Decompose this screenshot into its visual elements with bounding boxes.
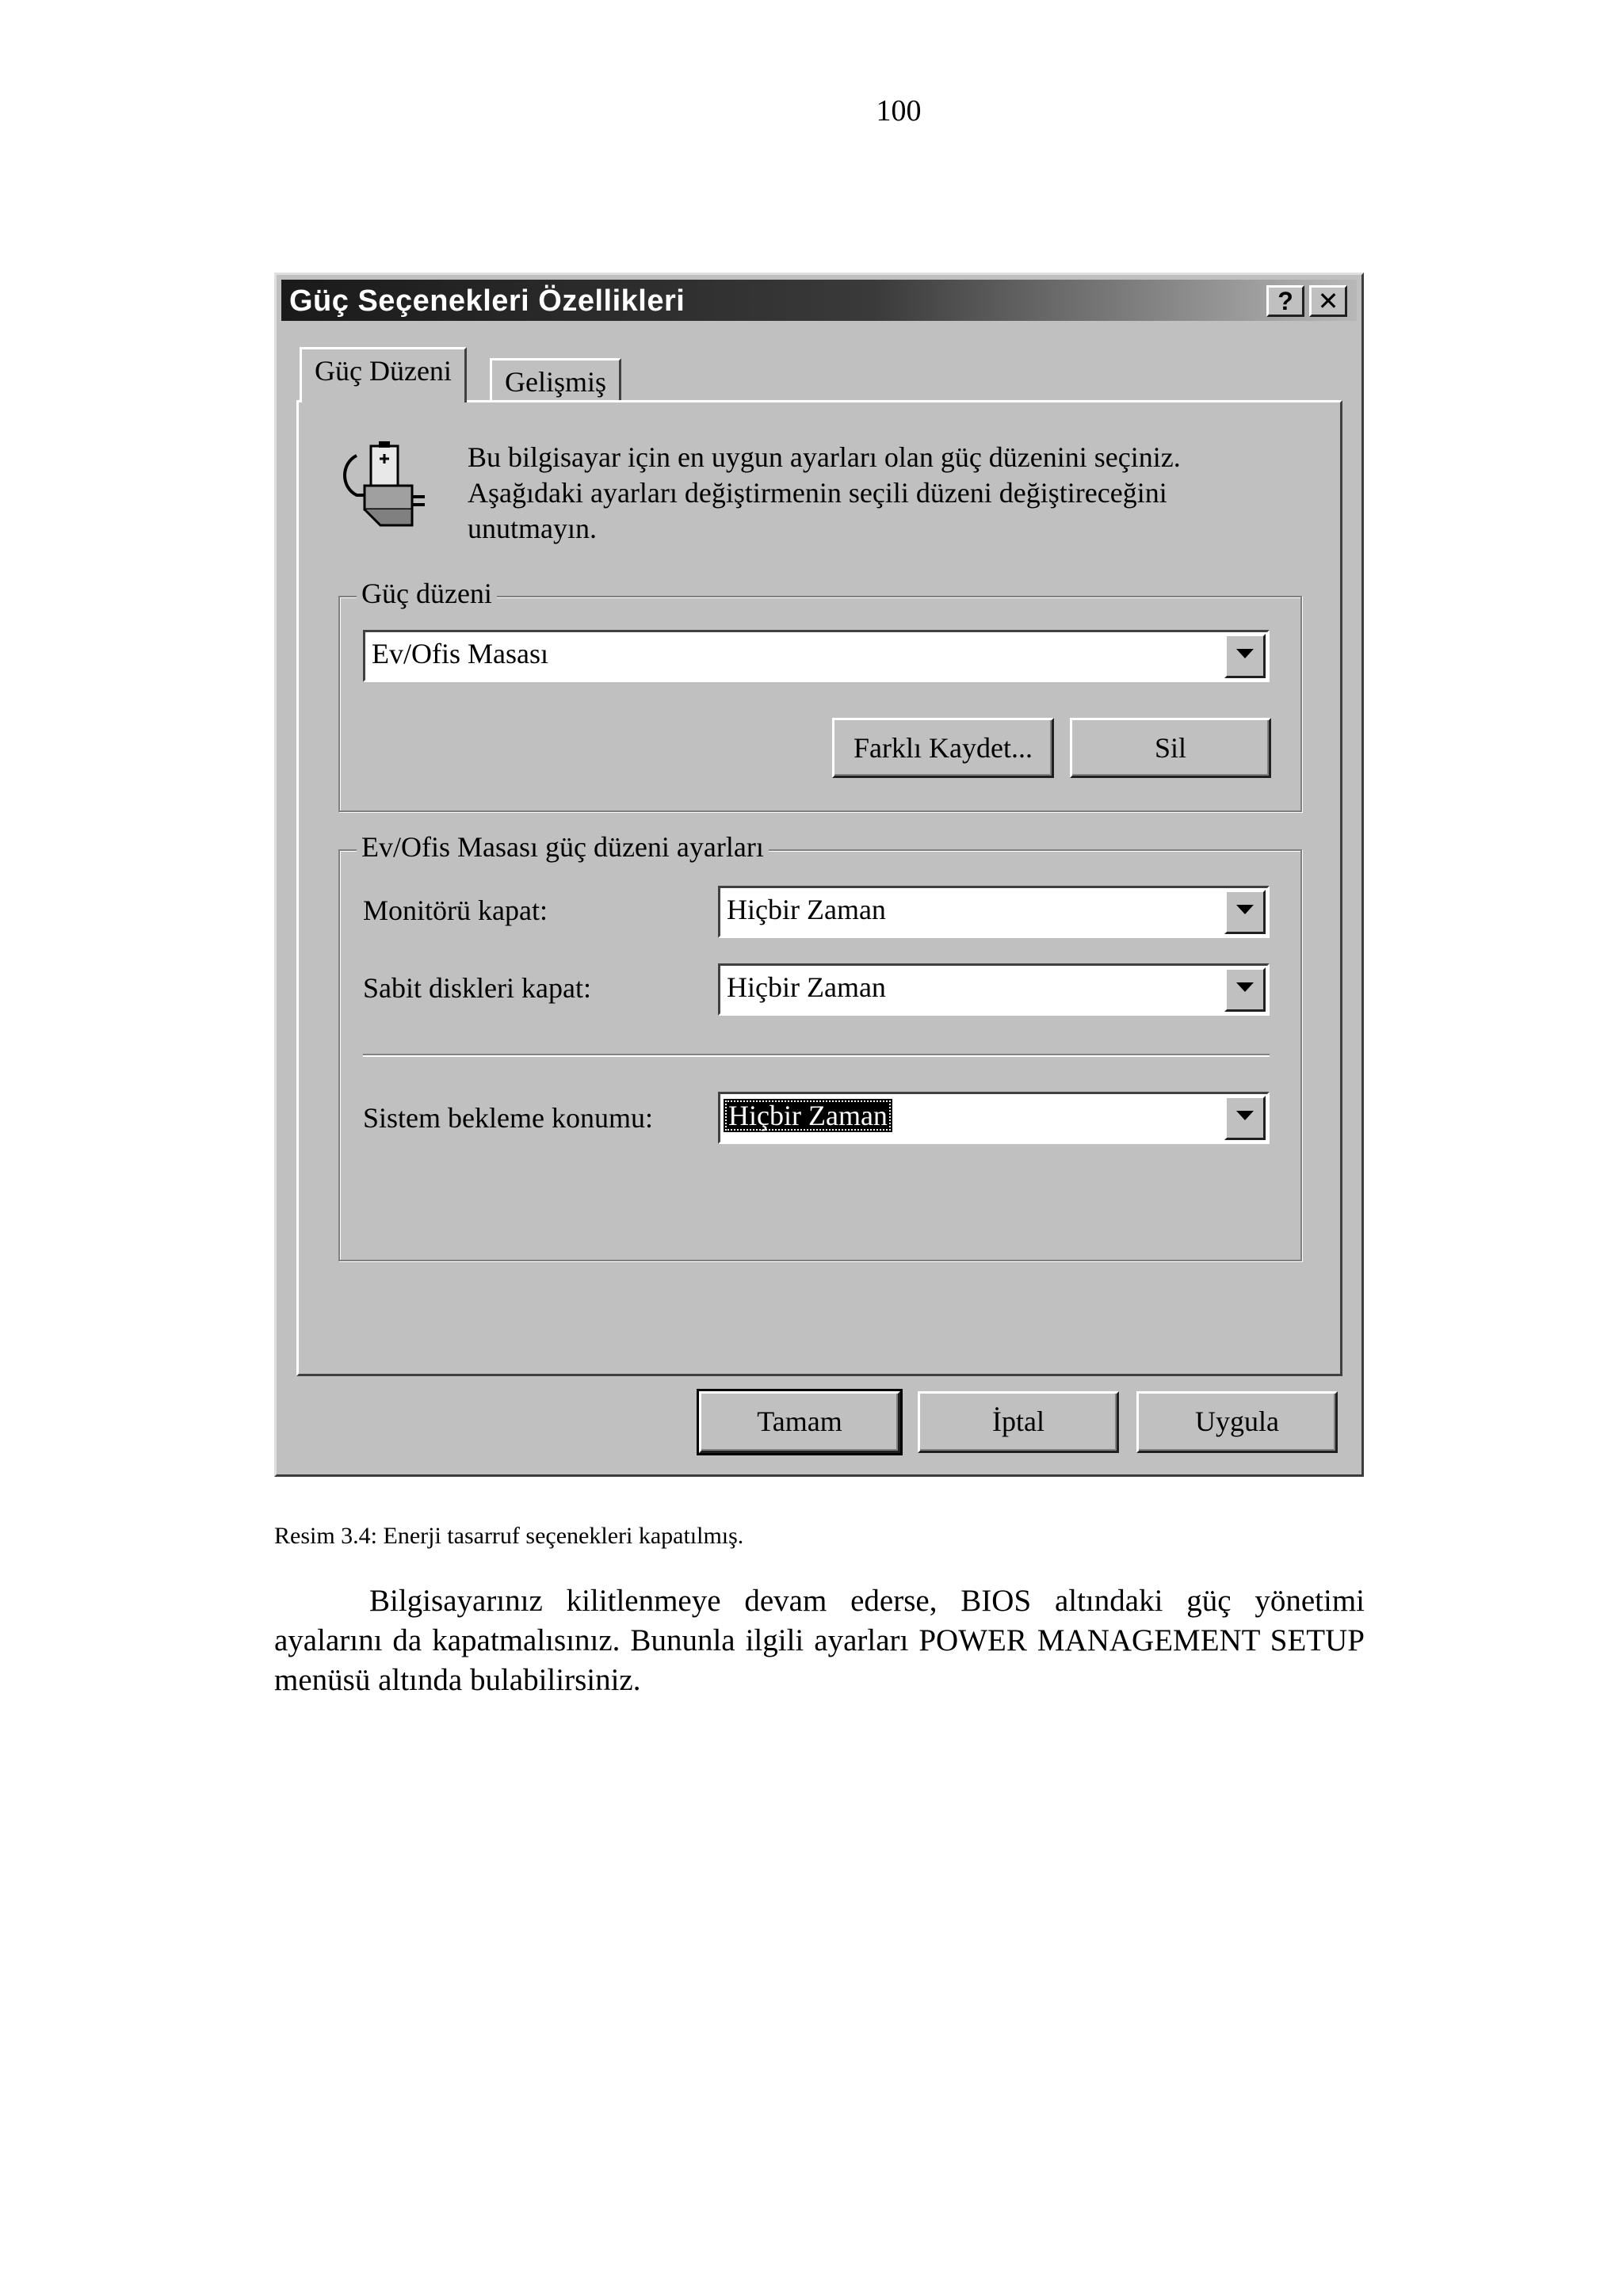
cancel-button[interactable]: İptal [918, 1391, 1119, 1453]
body-paragraph [274, 1581, 1365, 1700]
info-text [468, 440, 1260, 547]
body-paragraph-text: Bilgisayarınız kilitlenmeye devam ederse, BIOS altındaki güç yönetimi ayalarını da kapatmalısınız. Bununla ilgili ayarları POWER MANAGEMENT SETUP menüsü altında bulabilirsiniz. [274, 1584, 1365, 1697]
dropdown-arrow-icon[interactable] [1224, 634, 1266, 678]
page-number: 100 [876, 94, 922, 128]
disk-off-select[interactable] [718, 963, 1270, 1016]
close-button[interactable]: ✕ [1309, 285, 1347, 317]
battery-plug-icon [333, 440, 428, 535]
power-scheme-select[interactable] [363, 630, 1270, 682]
apply-button[interactable]: Uygula [1136, 1391, 1338, 1453]
delete-button[interactable]: Sil [1070, 718, 1271, 778]
power-scheme-group-label: Güç düzeni [357, 577, 497, 610]
figure-caption: Resim 3.4: Enerji tasarruf seçenekleri kapatılmış. [274, 1523, 744, 1549]
title-bar [281, 280, 1357, 321]
dropdown-arrow-icon[interactable] [1224, 1096, 1266, 1140]
info-line: Aşağıdaki ayarları değiştirmenin seçili düzeni değiştireceğini [468, 477, 1167, 509]
monitor-off-label: Monitörü kapat: [363, 894, 548, 926]
scheme-settings-group-label: Ev/Ofis Masası güç düzeni ayarları [357, 830, 769, 864]
separator [363, 1054, 1270, 1057]
tab-advanced[interactable]: Gelişmiş [490, 358, 621, 401]
dropdown-arrow-icon[interactable] [1224, 967, 1266, 1012]
dialog-title: Güç Seçenekleri Özellikleri [289, 284, 685, 318]
info-line: unutmayın. [468, 513, 597, 544]
monitor-off-value: Hiçbir Zaman [727, 894, 886, 925]
power-scheme-group [338, 596, 1302, 812]
standby-value: Hiçbir Zaman [724, 1099, 892, 1132]
disk-off-label: Sabit diskleri kapat: [363, 972, 591, 1004]
power-scheme-value: Ev/Ofis Masası [372, 638, 548, 669]
info-line: Bu bilgisayar için en uygun ayarları olan güç düzenini seçiniz. [468, 441, 1181, 473]
help-button[interactable]: ? [1266, 285, 1304, 317]
standby-select[interactable] [718, 1092, 1270, 1144]
standby-label: Sistem bekleme konumu: [363, 1102, 653, 1134]
monitor-off-select[interactable] [718, 886, 1270, 938]
dropdown-arrow-icon[interactable] [1224, 890, 1266, 934]
disk-off-value: Hiçbir Zaman [727, 971, 886, 1003]
tab-power-schemes[interactable]: Güç Düzeni [300, 347, 467, 402]
ok-button[interactable]: Tamam [699, 1391, 900, 1453]
save-as-button[interactable]: Farklı Kaydet... [832, 718, 1054, 778]
